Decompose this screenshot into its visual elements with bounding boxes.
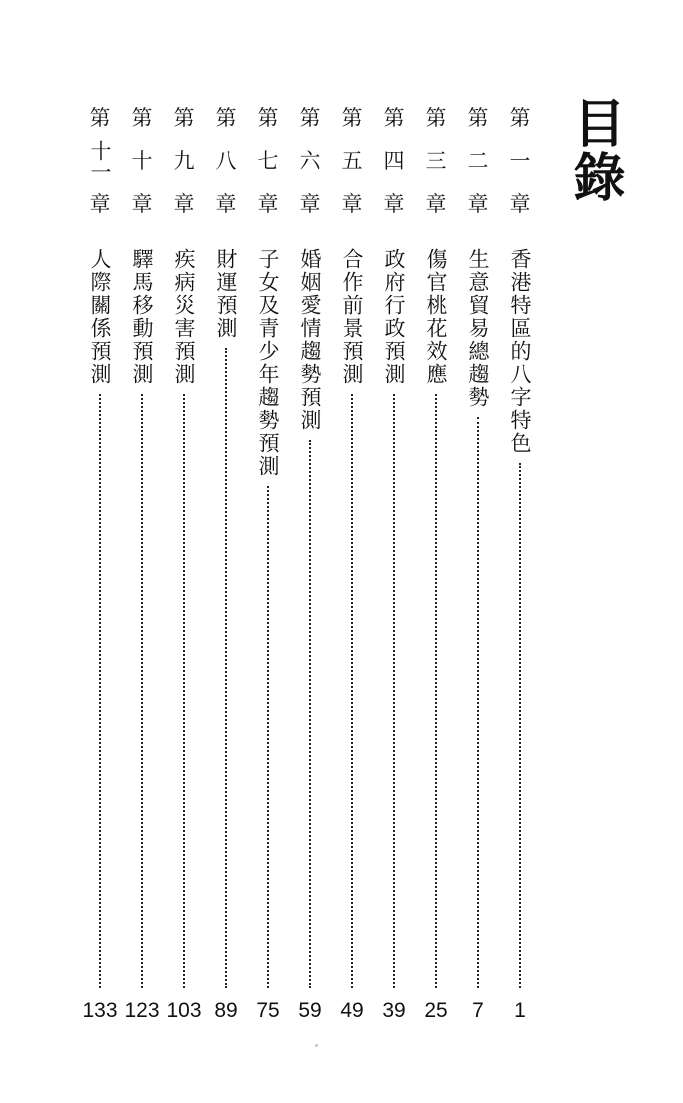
chapter-label — [332, 106, 372, 216]
table-of-contents — [80, 96, 540, 1036]
page-number: 123 — [124, 999, 160, 1022]
dot-leader — [141, 394, 146, 988]
chapter-label — [416, 106, 456, 216]
chapter-suffix: 章 — [215, 192, 237, 216]
chapter-title: 疾病災害預測 — [172, 248, 196, 386]
chapter-prefix: 第 — [215, 106, 237, 130]
chapter-suffix: 章 — [173, 192, 195, 216]
page-number: 89 — [214, 999, 238, 1022]
page-number: 49 — [340, 999, 364, 1022]
dot-leader — [477, 417, 482, 988]
chapter-label — [164, 106, 204, 216]
page-number: 75 — [256, 999, 280, 1022]
chapter-suffix: 章 — [425, 192, 447, 216]
toc-entry-chapter-5[interactable] — [332, 96, 372, 1036]
toc-entry-chapter-2[interactable] — [458, 96, 498, 1036]
chapter-label — [458, 106, 498, 216]
chapter-title: 香港特區的八字特色 — [508, 248, 532, 455]
page-title: 目錄 — [564, 96, 625, 204]
chapter-suffix: 章 — [383, 192, 405, 216]
chapter-title: 政府行政預測 — [382, 248, 406, 386]
dot-leader — [225, 348, 230, 988]
chapter-label — [206, 106, 246, 216]
chapter-number: 五 — [341, 149, 363, 173]
chapter-title: 子女及青少年趨勢預測 — [256, 248, 280, 478]
dot-leader — [183, 394, 188, 988]
chapter-suffix: 章 — [341, 192, 363, 216]
dot-leader — [519, 463, 524, 988]
chapter-title: 財運預測 — [214, 248, 238, 340]
toc-entry-chapter-4[interactable] — [374, 96, 414, 1036]
chapter-suffix: 章 — [131, 192, 153, 216]
chapter-number: 二 — [467, 149, 489, 173]
chapter-number: 七 — [257, 149, 279, 173]
page-number: 1 — [514, 999, 526, 1022]
chapter-prefix: 第 — [299, 106, 321, 130]
page-number: 7 — [472, 999, 484, 1022]
dot-leader — [393, 394, 398, 988]
chapter-suffix: 章 — [299, 192, 321, 216]
chapter-title: 生意貿易總趨勢 — [466, 248, 490, 409]
toc-entry-chapter-9[interactable] — [164, 96, 204, 1036]
chapter-number: 十 — [131, 149, 153, 173]
chapter-label — [500, 106, 540, 216]
toc-entry-chapter-1[interactable] — [500, 96, 540, 1036]
chapter-suffix: 章 — [467, 192, 489, 216]
chapter-prefix: 第 — [383, 106, 405, 130]
chapter-number: 十一 — [88, 140, 112, 182]
page-number: 39 — [382, 999, 406, 1022]
page-number: 59 — [298, 999, 322, 1022]
toc-entry-chapter-6[interactable] — [290, 96, 330, 1036]
chapter-number: 一 — [509, 149, 531, 173]
toc-entry-chapter-11[interactable] — [80, 96, 120, 1036]
chapter-title: 驛馬移動預測 — [130, 248, 154, 386]
chapter-prefix: 第 — [89, 106, 111, 130]
chapter-title: 合作前景預測 — [340, 248, 364, 386]
chapter-label — [122, 106, 162, 216]
chapter-label — [80, 106, 120, 216]
chapter-number: 九 — [173, 149, 195, 173]
dot-leader — [267, 486, 272, 988]
chapter-label — [374, 106, 414, 216]
chapter-label — [290, 106, 330, 216]
chapter-prefix: 第 — [131, 106, 153, 130]
toc-entry-chapter-3[interactable] — [416, 96, 456, 1036]
chapter-number: 六 — [299, 149, 321, 173]
chapter-label — [248, 106, 288, 216]
chapter-suffix: 章 — [257, 192, 279, 216]
chapter-prefix: 第 — [425, 106, 447, 130]
toc-entry-chapter-10[interactable] — [122, 96, 162, 1036]
chapter-title: 婚姻愛情趨勢預測 — [298, 248, 322, 432]
chapter-number: 三 — [425, 149, 447, 173]
dot-leader — [309, 440, 314, 988]
page-number: 103 — [166, 999, 202, 1022]
chapter-suffix: 章 — [509, 192, 531, 216]
chapter-prefix: 第 — [509, 106, 531, 130]
dot-leader — [351, 394, 356, 988]
dot-leader — [435, 394, 440, 988]
page-number: 133 — [82, 999, 118, 1022]
chapter-suffix: 章 — [89, 192, 111, 216]
chapter-title: 傷官桃花效應 — [424, 248, 448, 386]
scan-speck — [315, 1044, 318, 1047]
chapter-title: 人際關係預測 — [88, 248, 112, 386]
chapter-prefix: 第 — [257, 106, 279, 130]
chapter-number: 四 — [383, 149, 405, 173]
chapter-prefix: 第 — [173, 106, 195, 130]
toc-entry-chapter-8[interactable] — [206, 96, 246, 1036]
chapter-prefix: 第 — [467, 106, 489, 130]
chapter-number: 八 — [215, 149, 237, 173]
chapter-prefix: 第 — [341, 106, 363, 130]
dot-leader — [99, 394, 104, 988]
toc-entry-chapter-7[interactable] — [248, 96, 288, 1036]
page-number: 25 — [424, 999, 448, 1022]
